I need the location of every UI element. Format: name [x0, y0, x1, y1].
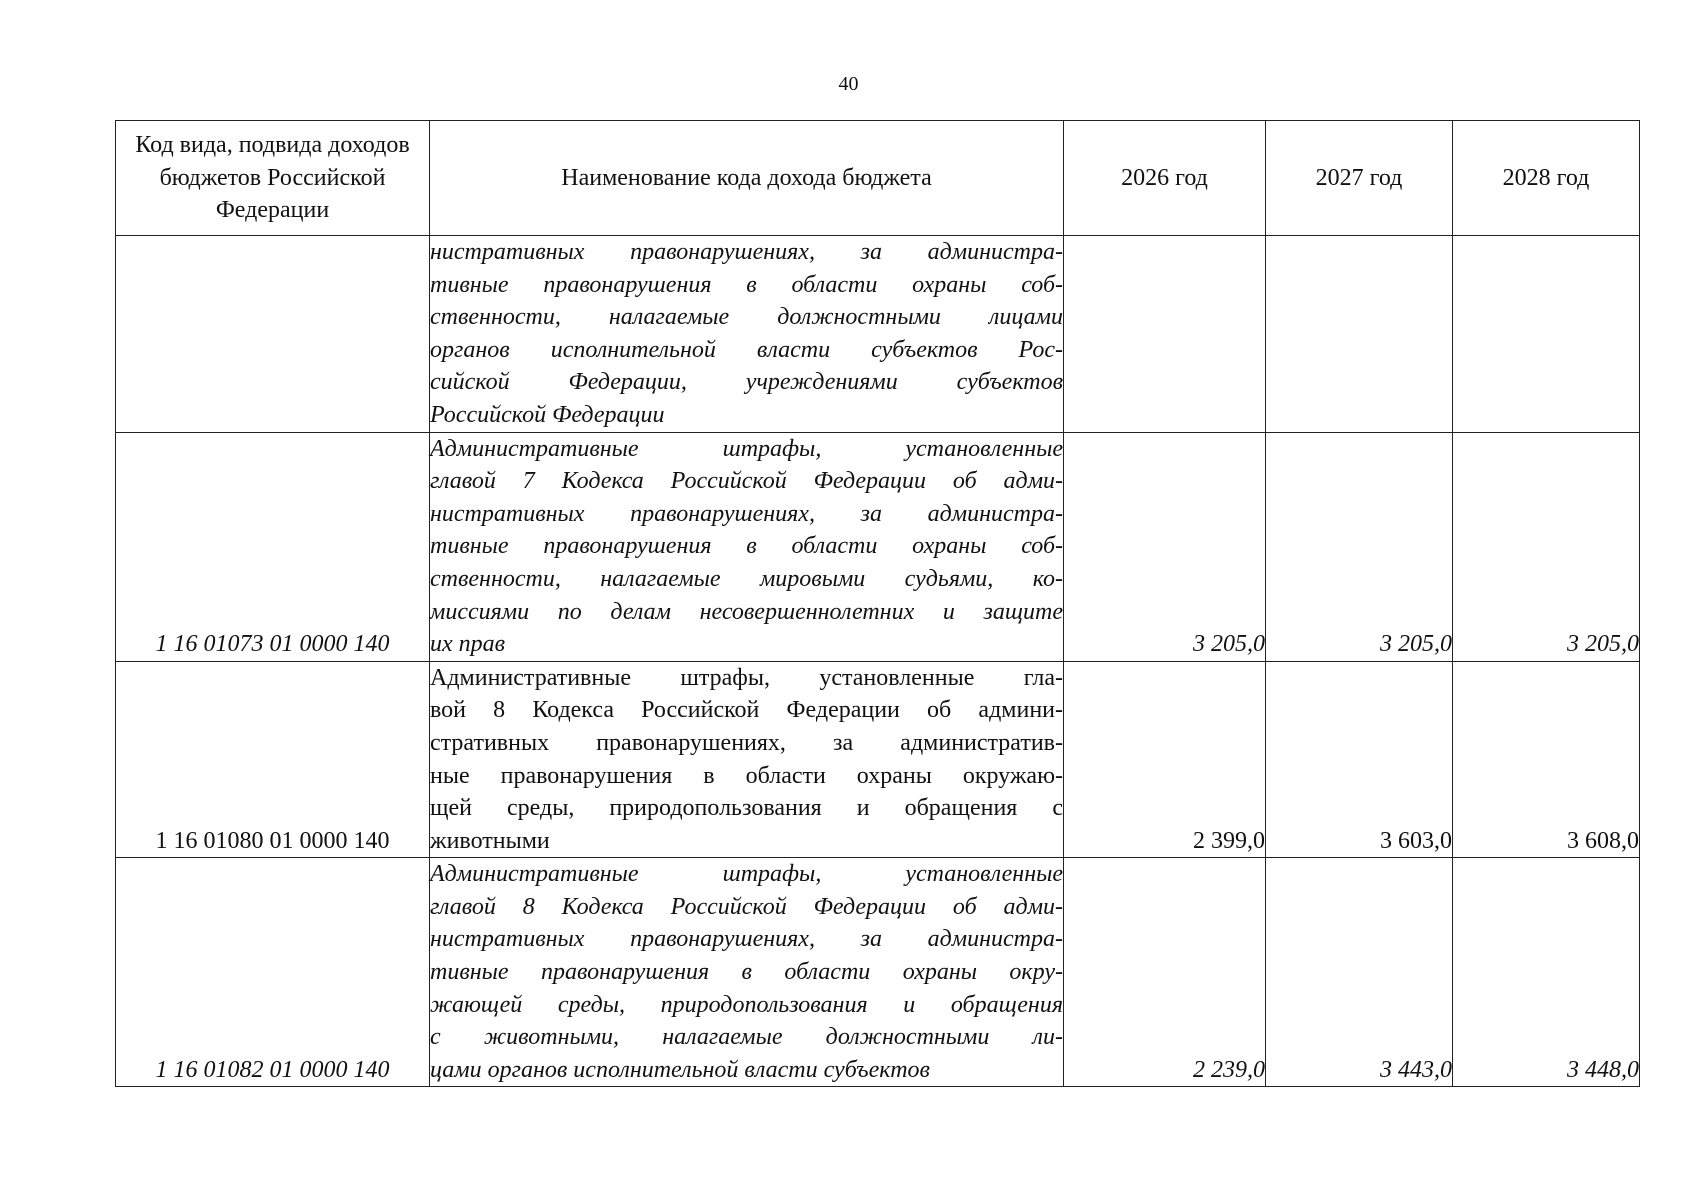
income-name-line: тивные правонарушения в области охраны окру-	[430, 959, 1063, 986]
income-name-line: миссиями по делам несовершеннолетних и защите	[430, 598, 1063, 625]
cell-amount-2028: 3 448,0	[1453, 858, 1640, 1087]
header-name: Наименование кода дохода бюджета	[430, 121, 1064, 236]
cell-amount-2026: 2 239,0	[1064, 858, 1266, 1087]
income-name-line: Российской Федерации	[430, 401, 665, 428]
income-name-line: щей среды, природопользования и обращения с	[430, 795, 1063, 822]
table-row	[116, 432, 1640, 661]
cell-amount-2026: 2 399,0	[1064, 661, 1266, 858]
cell-income-name	[430, 236, 1064, 433]
cell-income-code: 1 16 01082 01 0000 140	[116, 858, 430, 1087]
income-name-line: тивные правонарушения в области охраны соб-	[430, 271, 1063, 298]
income-name-line: главой 8 Кодекса Российской Федерации об адми-	[430, 893, 1063, 920]
income-name-line: ные правонарушения в области охраны окружаю-	[430, 762, 1063, 789]
cell-amount-2026	[1064, 236, 1266, 433]
income-name-line: Административные штрафы, установленные	[430, 861, 1063, 888]
header-code: Код вида, подвида доходов бюджетов Российской Федерации	[116, 121, 430, 236]
income-name-line: главой 7 Кодекса Российской Федерации об адми-	[430, 468, 1063, 495]
income-name-line: тивные правонарушения в области охраны соб-	[430, 533, 1063, 560]
income-name-line: их прав	[430, 631, 506, 658]
header-2026: 2026 год	[1064, 121, 1266, 236]
income-name-line: Административные штрафы, установленные гла-	[430, 664, 1063, 691]
income-name-line: ственности, налагаемые мировыми судьями, ко-	[430, 565, 1063, 592]
page-number: 40	[838, 73, 859, 95]
cell-income-name	[430, 661, 1064, 858]
income-name-line: животными	[430, 827, 550, 854]
cell-amount-2027	[1266, 236, 1453, 433]
cell-income-code	[116, 236, 430, 433]
income-name-line: нистративных правонарушениях, за администра-	[430, 926, 1063, 953]
header-2028: 2028 год	[1453, 121, 1640, 236]
header-2027: 2027 год	[1266, 121, 1453, 236]
income-name-line: нистративных правонарушениях, за администра-	[430, 500, 1063, 527]
cell-income-code: 1 16 01080 01 0000 140	[116, 661, 430, 858]
cell-amount-2028	[1453, 236, 1640, 433]
income-name-line: жающей среды, природопользования и обращения	[430, 991, 1063, 1018]
cell-amount-2026: 3 205,0	[1064, 432, 1266, 661]
income-name-line: цами органов исполнительной власти субъектов	[430, 1056, 930, 1083]
income-name-line: органов исполнительной власти субъектов Рос-	[430, 336, 1063, 363]
income-name-line: ственности, налагаемые должностными лицами	[430, 304, 1063, 331]
cell-amount-2027: 3 205,0	[1266, 432, 1453, 661]
cell-amount-2028: 3 608,0	[1453, 661, 1640, 858]
table-body	[116, 236, 1640, 1087]
income-name-line: вой 8 Кодекса Российской Федерации об админи-	[430, 697, 1063, 724]
budget-revenue-table	[115, 120, 1640, 1087]
income-name-line: с животными, налагаемые должностными ли-	[430, 1024, 1063, 1051]
income-name-line: нистративных правонарушениях, за администра-	[430, 239, 1063, 265]
income-name-line: стративных правонарушениях, за административ-	[430, 729, 1063, 756]
table-row	[116, 661, 1640, 858]
table-row	[116, 858, 1640, 1087]
cell-amount-2028: 3 205,0	[1453, 432, 1640, 661]
cell-income-code: 1 16 01073 01 0000 140	[116, 432, 430, 661]
income-name-line: сийской Федерации, учреждениями субъектов	[430, 369, 1063, 396]
cell-income-name	[430, 432, 1064, 661]
table-row	[116, 236, 1640, 433]
table-header-row	[116, 121, 1640, 236]
income-name-line: Административные штрафы, установленные	[430, 435, 1063, 462]
cell-income-name	[430, 858, 1064, 1087]
cell-amount-2027: 3 603,0	[1266, 661, 1453, 858]
cell-amount-2027: 3 443,0	[1266, 858, 1453, 1087]
